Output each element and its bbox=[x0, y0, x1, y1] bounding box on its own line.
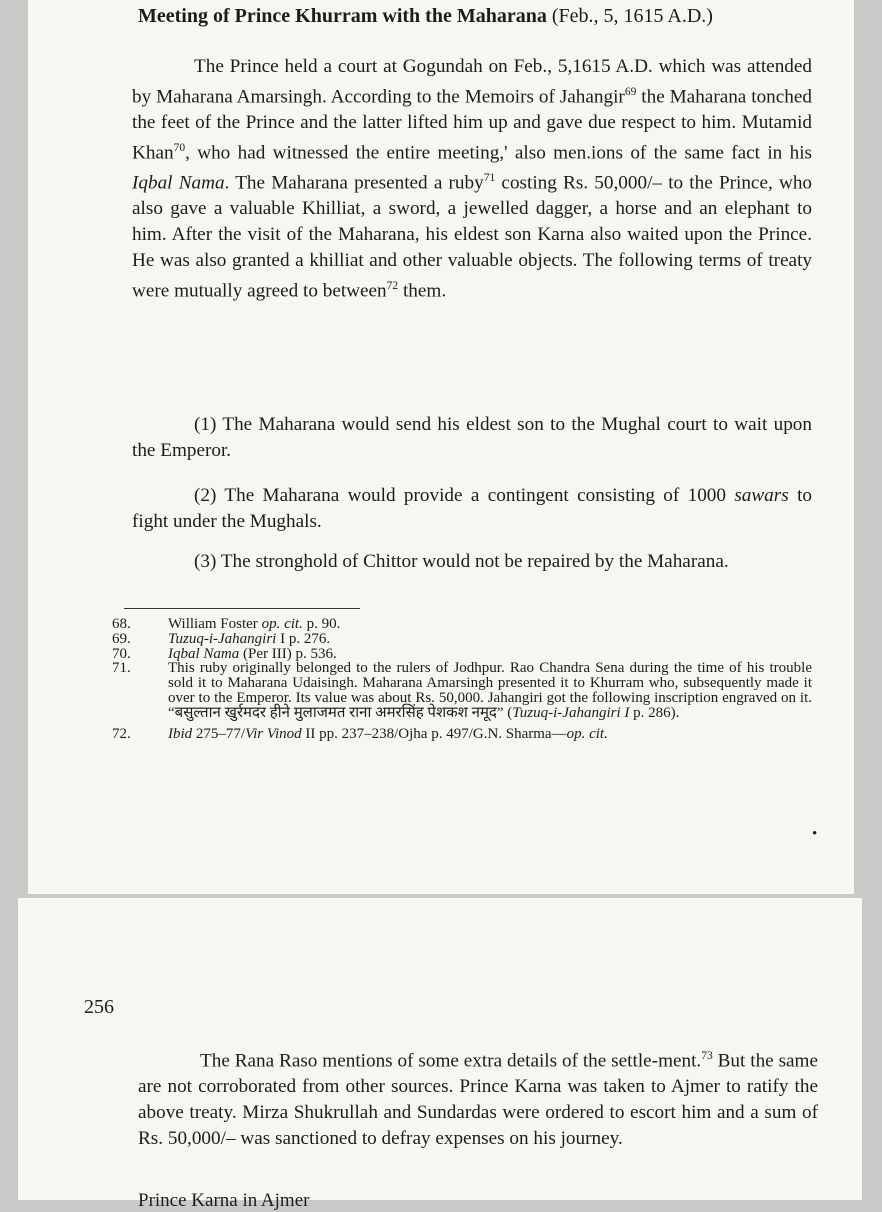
footnote-number: 69. bbox=[112, 630, 131, 647]
footnote-ref: 72 bbox=[386, 279, 399, 292]
body-paragraph bbox=[132, 54, 812, 304]
footnote-item bbox=[112, 647, 812, 662]
italic-text: Iqbal Nama bbox=[132, 172, 225, 194]
text-run: . The Maharana presented a ruby bbox=[224, 172, 484, 194]
text-run: William Foster bbox=[168, 616, 262, 632]
footnote-number: 70. bbox=[112, 645, 131, 662]
treaty-term-1 bbox=[132, 412, 812, 464]
text-run: costing Rs. 50,000/– to the Prince, who also gave a valuable Khilliat, a sword, a jewelled dagger, a horse and an elephant to him. After the visit of the Maharana, his eldest son Karna also waited upon the Prince. He was also granted a khilliat and other valuable objects. The following terms of treaty were mutually agreed to between bbox=[132, 172, 813, 301]
footnote-number: 68. bbox=[112, 616, 131, 632]
footnote-item bbox=[112, 727, 812, 742]
section-heading-date: (Feb., 5, 1615 A.D.) bbox=[551, 5, 713, 27]
italic-text: Vir Vinod bbox=[245, 725, 302, 742]
text-run: But the same are not corroborated from other sources. Prince Karna was taken to Ajmer to ratify the above treaty. Mirza Shukrullah and Sundardas were ordered to escort him and a sum of Rs. 50,000/– was sanctioned to defray expenses on his journey. bbox=[138, 1050, 818, 1149]
italic-text: Ibid bbox=[168, 725, 193, 742]
text-run: to fight under the Mughals. bbox=[132, 485, 812, 532]
italic-text: op. cit. bbox=[566, 725, 608, 742]
footnote-number: 72. bbox=[112, 725, 131, 742]
footnote-ref: 71 bbox=[483, 171, 496, 184]
section-heading bbox=[138, 4, 828, 29]
text-run: (3) The stronghold of Chittor would not be repaired by the Maharana. bbox=[194, 551, 729, 572]
text-run: (2) The Maharana would provide a contingent consisting of 1000 bbox=[194, 485, 735, 506]
italic-text: sawars bbox=[734, 485, 789, 506]
footnote-item bbox=[112, 661, 812, 720]
footnote-text bbox=[168, 727, 812, 742]
footnote-item bbox=[112, 617, 812, 632]
footnote-ref: 69 bbox=[624, 85, 637, 98]
footnote-text bbox=[168, 647, 812, 662]
body-paragraph-page-256 bbox=[138, 1044, 818, 1152]
page-number: 256 bbox=[84, 996, 114, 1018]
text-run: This ruby originally belonged to the rulers of Jodhpur. Rao Chandra Sena during the time of his trouble sold it to Maharana Udaisingh. Maharana Amarsingh presented it to Khurram who, subsequently made it over to the Emperor. Its value was about Rs. 50,000. Jahangiri got the following inscription engraved on it. “बसुल्तान खुर्रमदर हीने मुलाजमत राना अमरसिंह पेशकश नमूद” ( bbox=[168, 660, 812, 721]
footnote-item bbox=[112, 632, 812, 647]
treaty-term-2 bbox=[132, 483, 812, 535]
footnote-text bbox=[168, 661, 812, 720]
italic-text: Tuzuq-i-Jahangiri I bbox=[512, 704, 630, 721]
corner-mark: • bbox=[812, 826, 818, 842]
italic-text: op. cit. bbox=[261, 616, 303, 632]
text-run: II pp. 237–238/Ojha p. 497/G.N. Sharma— bbox=[301, 725, 567, 742]
footnote-divider bbox=[124, 608, 360, 609]
footnote-text bbox=[168, 617, 812, 632]
book-page-upper bbox=[28, 0, 854, 894]
italic-text: Iqbal Nama bbox=[168, 645, 240, 662]
text-run: The Prince held a court at Gogundah on Feb., 5,1615 A.D. which was attended by Maharana Amarsingh. According to the Memoirs of Jahangir bbox=[132, 56, 812, 108]
text-run: , who had witnessed the entire meeting,' also men.ions of the same fact in his bbox=[185, 142, 812, 164]
text-run: (Per III) p. 536. bbox=[239, 645, 337, 662]
footnote-text bbox=[168, 632, 812, 647]
text-run: (1) The Maharana would send his eldest son to the Mughal court to wait upon the Emperor. bbox=[132, 414, 812, 461]
cut-off-line: Prince Karna in Ajmer bbox=[138, 1190, 310, 1211]
section-heading-text: Meeting of Prince Khurram with the Maharana bbox=[138, 5, 547, 27]
text-run: them. bbox=[398, 279, 447, 301]
italic-text: Tuzuq-i-Jahangiri bbox=[168, 630, 277, 647]
text-run: The Rana Raso mentions of some extra details of the settle-ment. bbox=[200, 1050, 702, 1072]
text-run: p. 286). bbox=[629, 704, 680, 721]
footnote-ref: 73 bbox=[701, 1050, 713, 1062]
footnote-number: 71. bbox=[112, 660, 131, 677]
footnote-ref: 70 bbox=[173, 141, 186, 154]
text-run: 275–77/ bbox=[192, 725, 246, 742]
text-run: the Maharana tonched the feet of the Prince and the latter lifted him up and gave due respect to him. Mutamid Khan bbox=[132, 86, 812, 164]
footnote-list bbox=[112, 617, 812, 741]
text-run: p. 90. bbox=[302, 616, 341, 632]
text-run: I p. 276. bbox=[276, 630, 331, 647]
treaty-term-3 bbox=[132, 549, 812, 575]
book-page-lower bbox=[18, 898, 862, 1211]
